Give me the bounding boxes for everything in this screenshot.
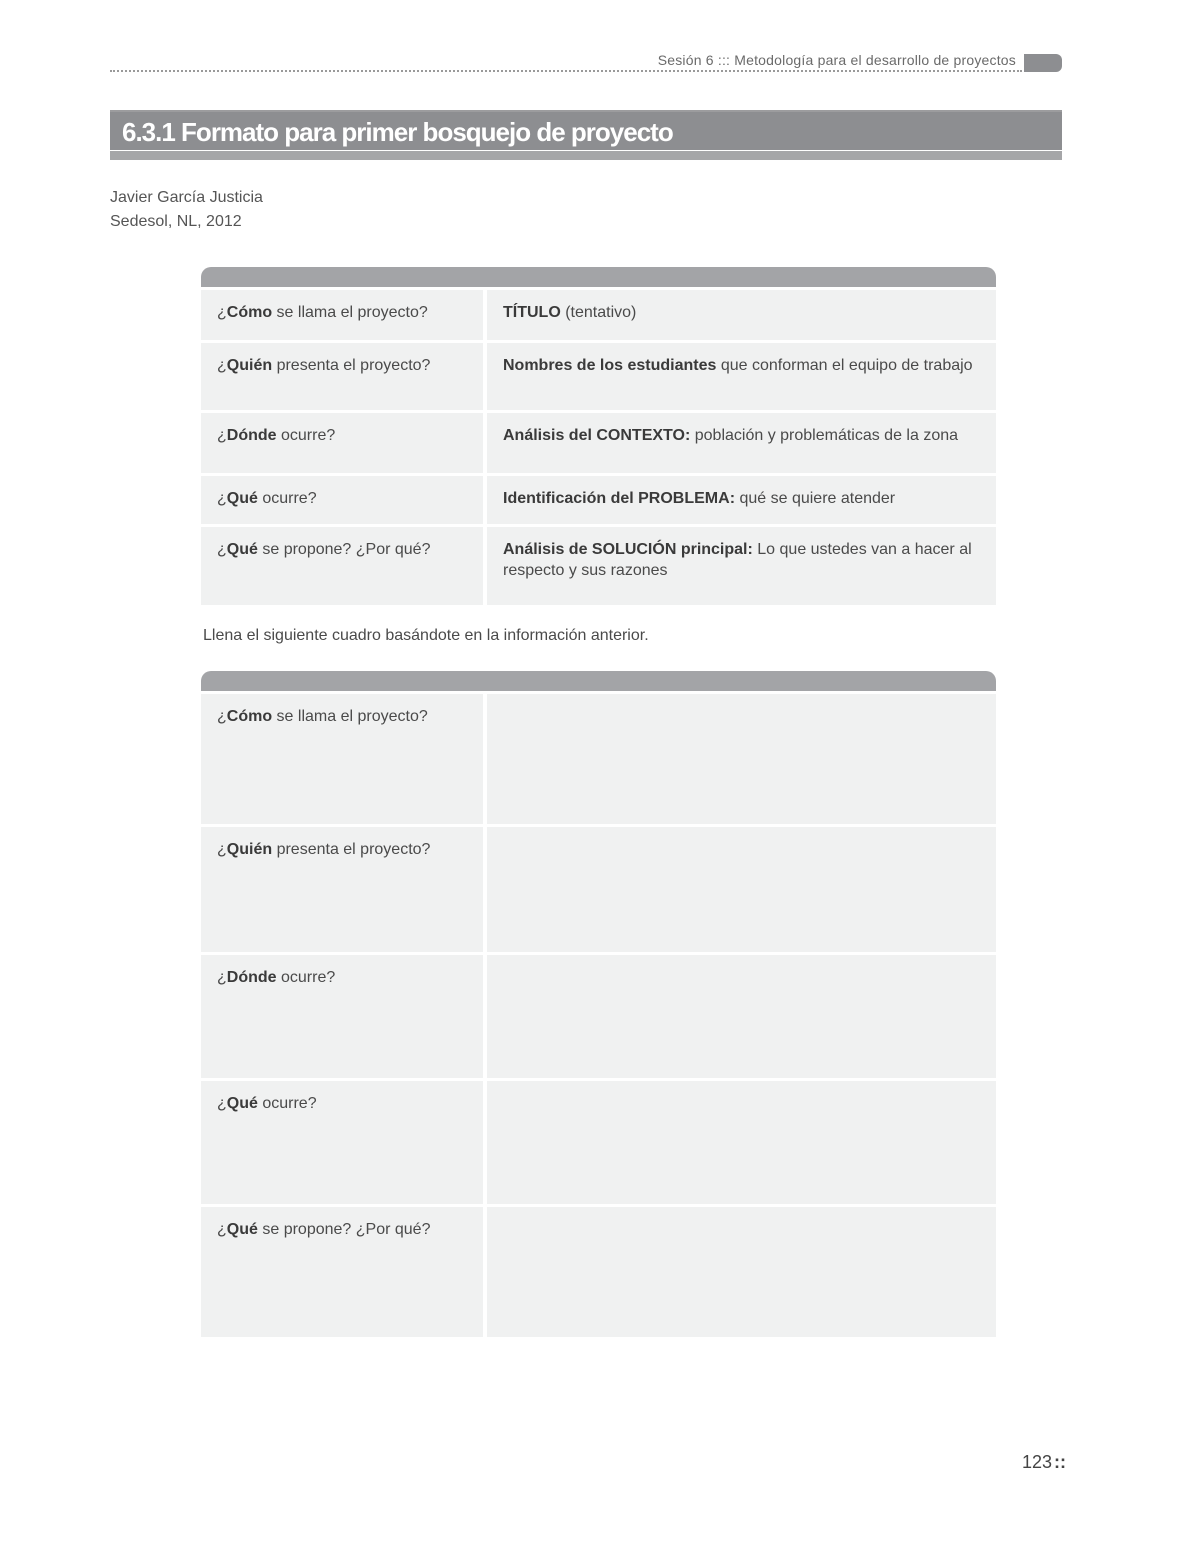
answer-field[interactable] [487,1081,996,1204]
author-block [110,186,263,234]
table-row [201,955,996,1078]
table-row [201,827,996,952]
question-cell: ¿Qué ocurre? [201,476,483,524]
author-source: Sedesol, NL, 2012 [110,213,242,230]
answer-field[interactable] [487,694,996,824]
table-row [201,413,996,473]
table-row [201,1207,996,1337]
section-header-text: Sesión 6 ::: Metodología para el desarrollo de proyectos [654,52,1016,68]
header-dotted-rule [110,70,1022,72]
page-number [1022,1452,1066,1473]
table-header-cap [201,267,996,287]
title-underline [110,151,1062,160]
page-title: 6.3.1 Formato para primer bosquejo de proyecto [122,117,673,147]
question-cell: ¿Cómo se llama el proyecto? [201,290,483,340]
answer-field[interactable] [487,1207,996,1337]
question-cell: ¿Dónde ocurre? [201,413,483,473]
answer-cell: Nombres de los estudiantes que conforman el equipo de trabajo [487,343,996,410]
title-bar [110,110,1062,150]
answer-cell: TÍTULO (tentativo) [487,290,996,340]
question-cell: ¿Qué se propone? ¿Por qué? [201,1207,483,1337]
question-cell: ¿Quién presenta el proyecto? [201,343,483,410]
table-row [201,527,996,605]
answer-cell: Análisis de SOLUCIÓN principal: Lo que ustedes van a hacer al respecto y sus razones [487,527,996,605]
table-row [201,343,996,410]
header-tab-marker [1024,54,1062,72]
answer-field[interactable] [487,827,996,952]
answer-cell: Análisis del CONTEXTO: población y problemáticas de la zona [487,413,996,473]
question-cell: ¿Qué se propone? ¿Por qué? [201,527,483,605]
question-cell: ¿Dónde ocurre? [201,955,483,1078]
page-number-value: 123 [1022,1452,1053,1472]
page-number-mark: :: [1054,1452,1067,1472]
table-row [201,476,996,524]
reference-table [201,267,996,605]
answer-cell: Identificación del PROBLEMA: qué se quiere atender [487,476,996,524]
instruction-text: Llena el siguiente cuadro basándote en la información anterior. [203,627,649,644]
table-row [201,694,996,824]
author-name: Javier García Justicia [110,189,263,206]
question-cell: ¿Qué ocurre? [201,1081,483,1204]
fill-in-table [201,671,996,1337]
question-cell: ¿Cómo se llama el proyecto? [201,694,483,824]
running-header [110,52,1062,74]
table-row [201,1081,996,1204]
question-cell: ¿Quién presenta el proyecto? [201,827,483,952]
answer-field[interactable] [487,955,996,1078]
table-header-cap [201,671,996,691]
table-row [201,290,996,340]
